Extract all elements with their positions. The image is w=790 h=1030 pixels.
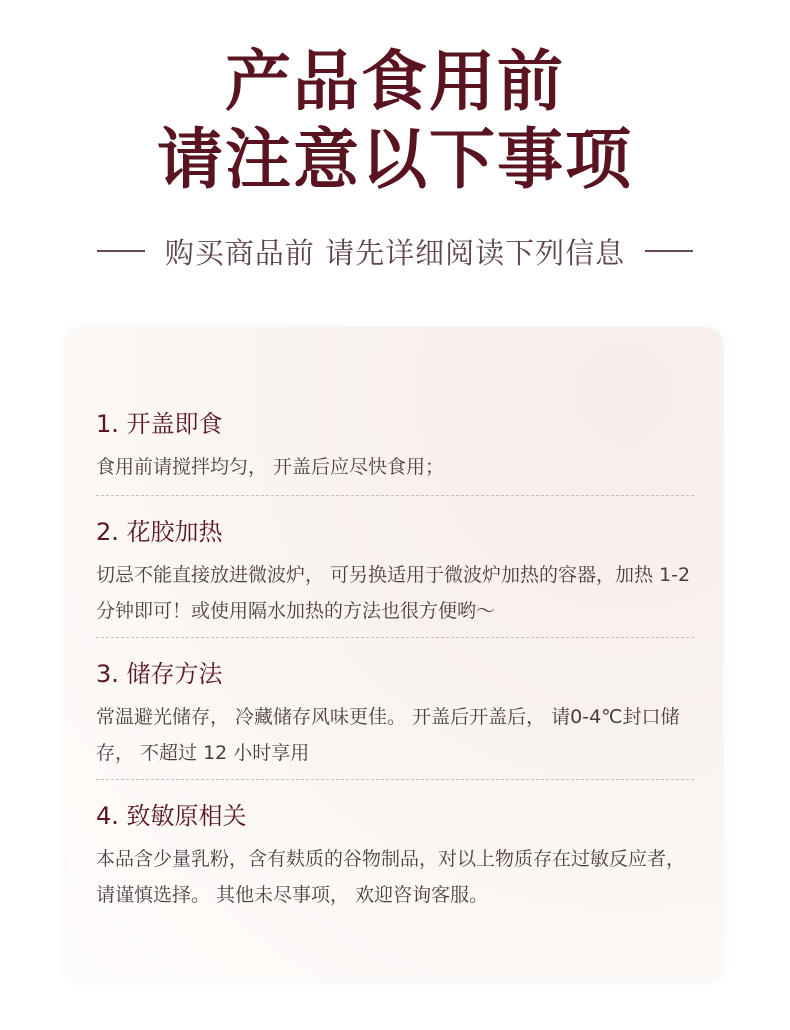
notice-item-heading: 1. 开盖即食	[96, 410, 223, 438]
notice-item-text: 本品含少量乳粉，含有麸质的谷物制品，对以上物质存在过敏反应者， 请谨慎选择。 其他未尽事项， 欢迎咨询客服。	[96, 848, 686, 906]
divider	[96, 779, 694, 780]
notice-card	[66, 327, 723, 981]
notice-item	[96, 799, 696, 913]
notice-item-text: 食用前请搅拌均匀， 开盖后应尽快食用；	[96, 456, 445, 478]
notice-item	[96, 515, 696, 629]
notice-item	[96, 407, 696, 485]
divider	[96, 495, 694, 496]
subtitle-right-dash	[645, 250, 693, 252]
page-title-line-2: 请注意以下事项	[157, 121, 633, 198]
subtitle-left-dash	[97, 250, 145, 252]
notice-item-heading: 2. 花胶加热	[96, 518, 223, 546]
notice-item-heading: 3. 储存方法	[96, 660, 223, 688]
subtitle-row	[0, 226, 790, 276]
subtitle: 购买商品前 请先详细阅读下列信息	[164, 235, 626, 270]
notice-item-text: 切忌不能直接放进微波炉， 可另换适用于微波炉加热的容器，加热 1-2 分钟即可！或使用隔水加热的方法也很方便哟～	[96, 564, 691, 622]
notice-item	[96, 657, 696, 771]
notice-item-heading: 4. 致敏原相关	[96, 802, 247, 830]
notice-item-text: 常温避光储存， 冷藏储存风味更佳。 开盖后开盖后， 请0-4℃封口储存， 不超过 12 小时享用	[96, 706, 680, 764]
divider	[96, 637, 694, 638]
page-title-line-1: 产品食用前	[225, 43, 565, 120]
